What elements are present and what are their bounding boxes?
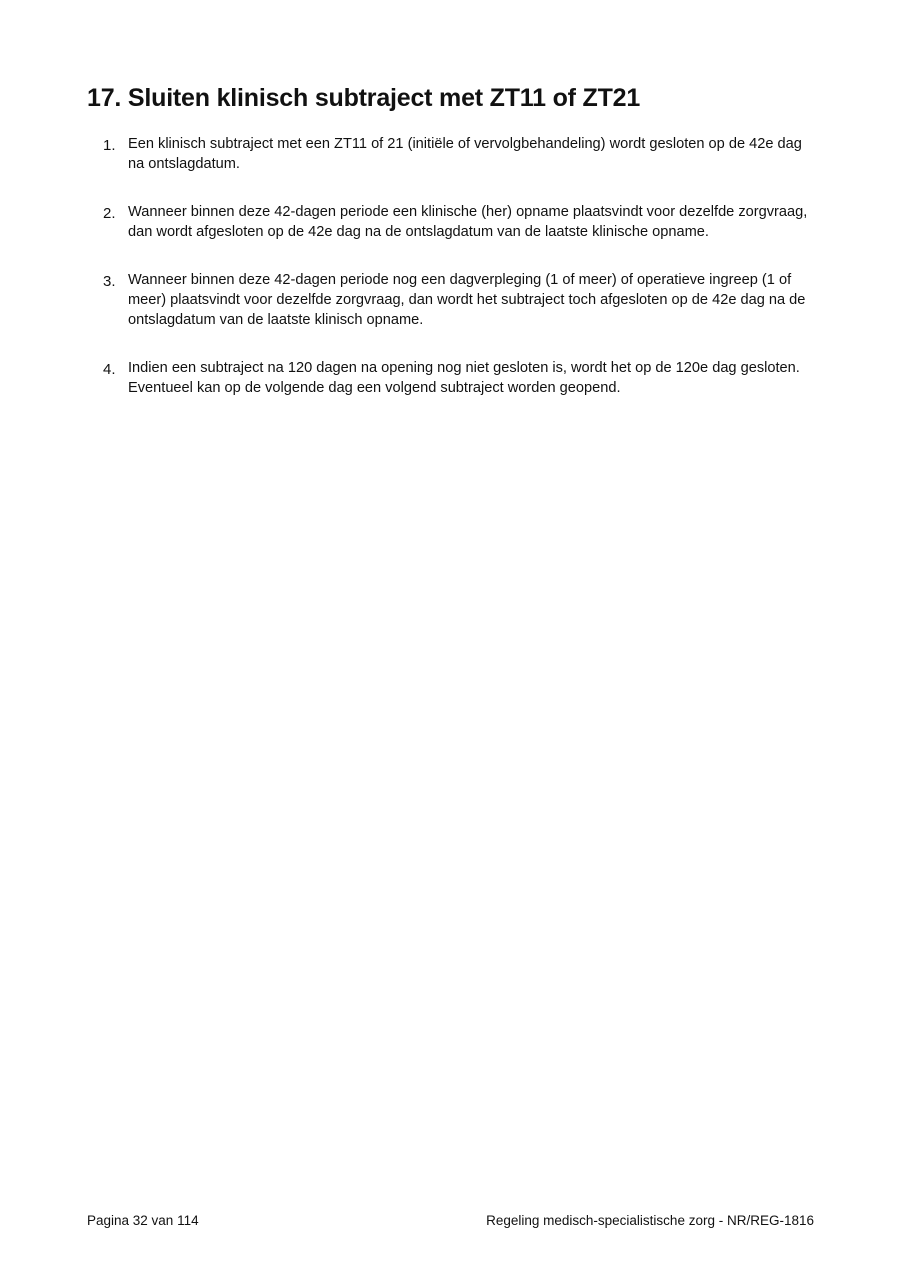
list-item-text: Wanneer binnen deze 42-dagen periode nog een dagverpleging (1 of meer) of operatieve ingreep (1 of meer) plaatsvindt voor dezelfde zorgvraag, dan wordt het subtraject toch afgesloten op de 42e dag na de ontslagdatum van de laatste klinisch opname. [128,272,806,328]
list-item-text: Wanneer binnen deze 42-dagen periode een klinische (her) opname plaatsvindt voor dezelfde zorgvraag, dan wordt afgesloten op de 42e dag na de ontslagdatum van de laatste klinische opname. [128,204,808,240]
list-item-number: 2. [103,205,116,222]
list-item [100,270,815,330]
list-item-number: 1. [103,137,116,154]
list-item [100,358,815,398]
list-item-text: Indien een subtraject na 120 dagen na opening nog niet gesloten is, wordt het op de 120e dag gesloten. Eventueel kan op de volgende dag een volgend subtraject worden geopend. [128,360,800,396]
document-reference: Regeling medisch-specialistische zorg - NR/REG-1816 [486,1213,814,1228]
list-item-number: 4. [103,361,116,378]
page-number: Pagina 32 van 114 [87,1213,199,1228]
list-item [100,202,815,242]
list-item-text: Een klinisch subtraject met een ZT11 of 21 (initiële of vervolgbehandeling) wordt gesloten op de 42e dag na ontslagdatum. [128,136,802,172]
list-item [100,134,815,174]
numbered-list [100,134,815,426]
list-item-number: 3. [103,273,116,290]
section-heading: 17. Sluiten klinisch subtraject met ZT11 of ZT21 [87,84,641,112]
